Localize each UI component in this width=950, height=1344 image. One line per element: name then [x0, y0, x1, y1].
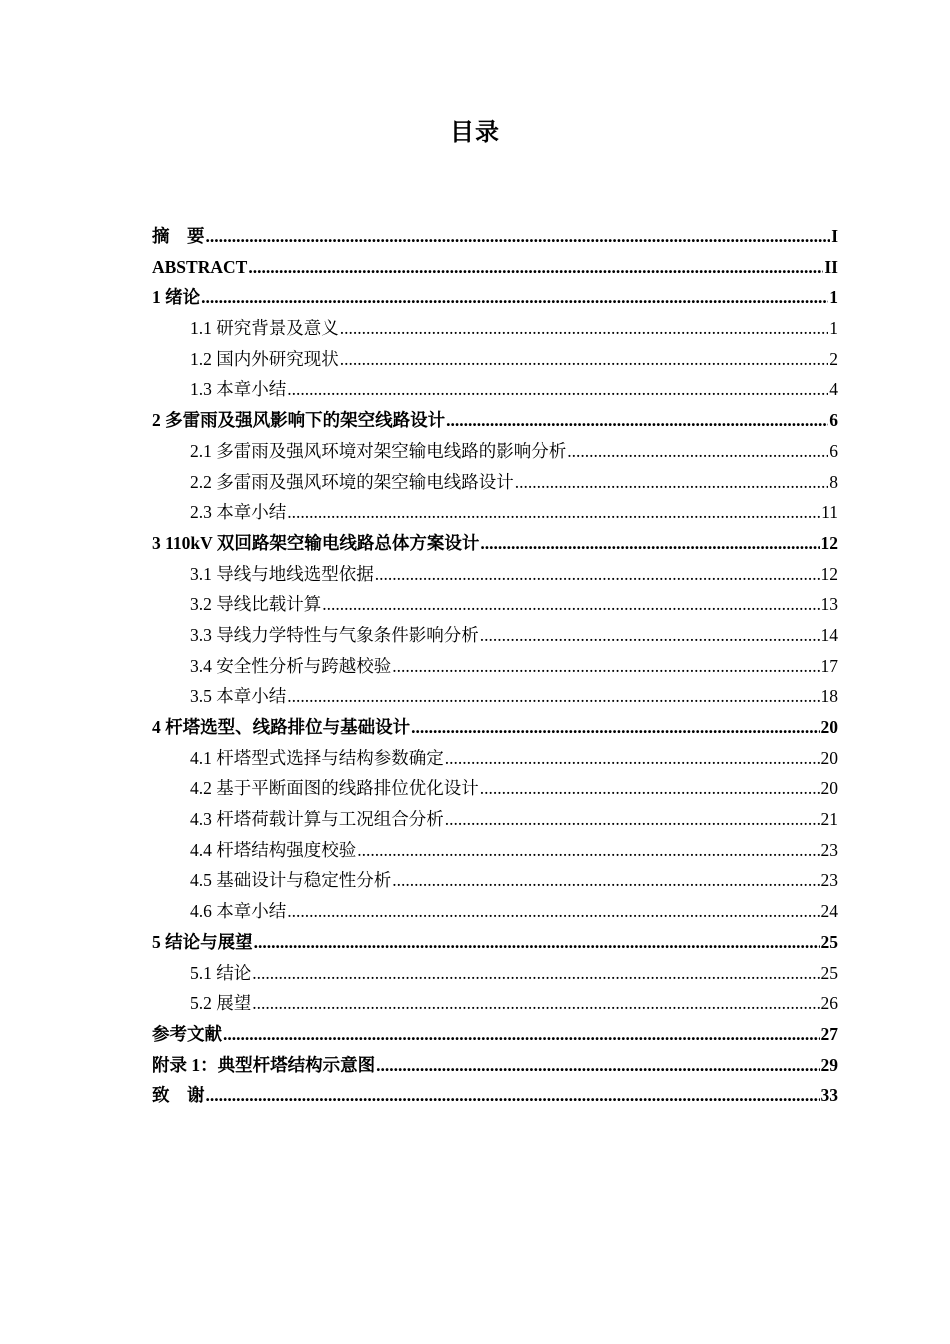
toc-entry[interactable]	[152, 927, 838, 958]
toc-dot-leader	[206, 221, 831, 252]
toc-entry-page-number: 1	[829, 318, 838, 339]
toc-entry[interactable]	[152, 497, 838, 528]
toc-entry-label: 4 杆塔选型、线路排位与基础设计	[152, 717, 411, 737]
toc-entry[interactable]	[152, 896, 838, 927]
toc-entry-label: 参考文献	[152, 1023, 222, 1044]
toc-dot-leader	[480, 528, 819, 559]
toc-dot-leader	[252, 958, 819, 989]
toc-entry[interactable]	[152, 467, 838, 498]
toc-entry[interactable]	[152, 252, 838, 283]
toc-entry-label: 5 结论与展望	[152, 931, 253, 952]
toc-entry-page-number: 26	[820, 993, 838, 1014]
toc-dot-leader	[287, 896, 819, 927]
toc-entry[interactable]	[152, 620, 838, 651]
toc-entry-label: 1.2 国内外研究现状	[190, 348, 339, 369]
toc-entry-page-number: 11	[821, 502, 838, 523]
toc-entry[interactable]	[152, 313, 838, 344]
toc-dot-leader	[392, 651, 819, 682]
toc-entry-page-number: 23	[820, 870, 838, 891]
toc-entry-label: 3.3 导线力学特性与气象条件影响分析	[190, 624, 479, 645]
toc-dot-leader	[375, 559, 820, 590]
toc-entry-page-number: 33	[820, 1085, 838, 1106]
toc-dot-leader	[340, 313, 829, 344]
toc-entry[interactable]	[152, 1019, 838, 1050]
toc-entry-page-number: 29	[820, 1054, 838, 1075]
toc-entry-page-number: 18	[820, 686, 838, 707]
toc-entry[interactable]	[152, 405, 838, 436]
toc-dot-leader	[445, 804, 820, 835]
toc-dot-leader	[287, 497, 820, 528]
toc-entry-page-number: 24	[820, 901, 838, 922]
toc-dot-leader	[287, 681, 819, 712]
toc-dot-leader	[201, 282, 828, 313]
toc-entry-page-number: 4	[829, 379, 838, 400]
toc-dot-leader	[206, 1080, 820, 1111]
toc-dot-leader	[480, 773, 820, 804]
toc-entry-page-number: 25	[820, 962, 838, 983]
toc-entry-label: 1 绪论	[152, 287, 201, 308]
toc-entry-page-number: 12	[820, 563, 838, 584]
toc-entry[interactable]	[152, 835, 838, 866]
toc-entry-label: 3.1 导线与地线选型依据	[190, 563, 374, 584]
toc-entry-label: 4.5 基础设计与稳定性分析	[190, 870, 392, 891]
toc-dot-leader	[480, 620, 820, 651]
toc-entry-page-number: 14	[820, 624, 838, 645]
toc-entry[interactable]	[152, 712, 838, 743]
toc-entry-label: 5.2 展望	[190, 993, 252, 1014]
toc-entry-label: 附录 1：典型杆塔结构示意图	[152, 1054, 376, 1075]
toc-dot-leader	[411, 712, 819, 743]
toc-entry[interactable]	[152, 958, 838, 989]
toc-dot-leader	[445, 743, 820, 774]
toc-entry[interactable]	[152, 282, 838, 313]
toc-entry-page-number: 6	[829, 440, 838, 461]
toc-entry-page-number: 20	[820, 717, 838, 737]
toc-dot-leader	[223, 1019, 820, 1050]
toc-entry[interactable]	[152, 374, 838, 405]
toc-entry-page-number: 6	[829, 410, 838, 431]
toc-entry-page-number: 27	[820, 1023, 838, 1044]
toc-entry-page-number: 2	[829, 348, 838, 369]
toc-dot-leader	[287, 374, 828, 405]
toc-entry[interactable]	[152, 559, 838, 590]
toc-entry[interactable]	[152, 589, 838, 620]
toc-entry-page-number: I	[831, 226, 838, 246]
toc-entry-label: 2 多雷雨及强风影响下的架空线路设计	[152, 410, 446, 431]
toc-dot-leader	[376, 1050, 819, 1081]
toc-entry-label: 4.4 杆塔结构强度校验	[190, 839, 357, 860]
toc-dot-leader	[515, 467, 829, 498]
toc-entry-label: 致 谢	[152, 1085, 205, 1106]
toc-entry-label: 3 110kV 双回路架空输电线路总体方案设计	[152, 532, 480, 553]
toc-entry-page-number: 1	[829, 287, 838, 308]
toc-dot-leader	[322, 589, 819, 620]
toc-entry-label: 2.2 多雷雨及强风环境的架空输电线路设计	[190, 471, 514, 492]
toc-entry[interactable]	[152, 436, 838, 467]
toc-entry-label: 4.6 本章小结	[190, 901, 287, 922]
toc-entry-label: 5.1 结论	[190, 962, 252, 983]
toc-dot-leader	[357, 835, 819, 866]
toc-entry-page-number: II	[824, 256, 838, 277]
toc-entry-label: 4.1 杆塔型式选择与结构参数确定	[190, 747, 444, 768]
toc-entry-label: ABSTRACT	[152, 256, 248, 277]
toc-entry-page-number: 20	[820, 747, 838, 768]
toc-entry-page-number: 23	[820, 839, 838, 860]
toc-dot-leader	[446, 405, 828, 436]
toc-entry-label: 2.1 多雷雨及强风环境对架空输电线路的影响分析	[190, 440, 567, 461]
toc-entry[interactable]	[152, 221, 838, 252]
toc-entry[interactable]	[152, 804, 838, 835]
toc-entry-label: 2.3 本章小结	[190, 502, 287, 523]
toc-entry[interactable]	[152, 651, 838, 682]
toc-entry-page-number: 12	[820, 532, 838, 553]
toc-entry[interactable]	[152, 1050, 838, 1081]
toc-entry[interactable]	[152, 681, 838, 712]
toc-entry[interactable]	[152, 344, 838, 375]
toc-entry-label: 3.4 安全性分析与跨越校验	[190, 655, 392, 676]
toc-entry-label: 3.2 导线比载计算	[190, 594, 322, 615]
toc-entry-label: 1.3 本章小结	[190, 379, 287, 400]
toc-dot-leader	[340, 344, 829, 375]
toc-entry-page-number: 17	[820, 655, 838, 676]
page-title: 目录	[450, 118, 500, 146]
toc-dot-leader	[252, 988, 819, 1019]
toc-dot-leader	[248, 252, 823, 283]
toc-dot-leader	[392, 865, 819, 896]
table-of-contents	[152, 221, 838, 1111]
toc-entry[interactable]	[152, 1080, 838, 1111]
toc-entry-page-number: 21	[820, 809, 838, 830]
toc-entry[interactable]	[152, 988, 838, 1019]
toc-entry-label: 摘 要	[152, 226, 205, 246]
toc-entry[interactable]	[152, 865, 838, 896]
toc-entry[interactable]	[152, 743, 838, 774]
toc-dot-leader	[567, 436, 828, 467]
toc-entry-label: 1.1 研究背景及意义	[190, 318, 339, 339]
toc-entry[interactable]	[152, 773, 838, 804]
toc-entry-page-number: 25	[820, 931, 838, 952]
toc-entry-page-number: 8	[829, 471, 838, 492]
toc-entry-page-number: 20	[820, 778, 838, 799]
toc-entry-page-number: 13	[820, 594, 838, 615]
toc-entry-label: 4.3 杆塔荷载计算与工况组合分析	[190, 809, 444, 830]
toc-entry-label: 3.5 本章小结	[190, 686, 287, 707]
toc-dot-leader	[254, 927, 820, 958]
toc-entry-label: 4.2 基于平断面图的线路排位优化设计	[190, 778, 479, 799]
toc-entry[interactable]	[152, 528, 838, 559]
